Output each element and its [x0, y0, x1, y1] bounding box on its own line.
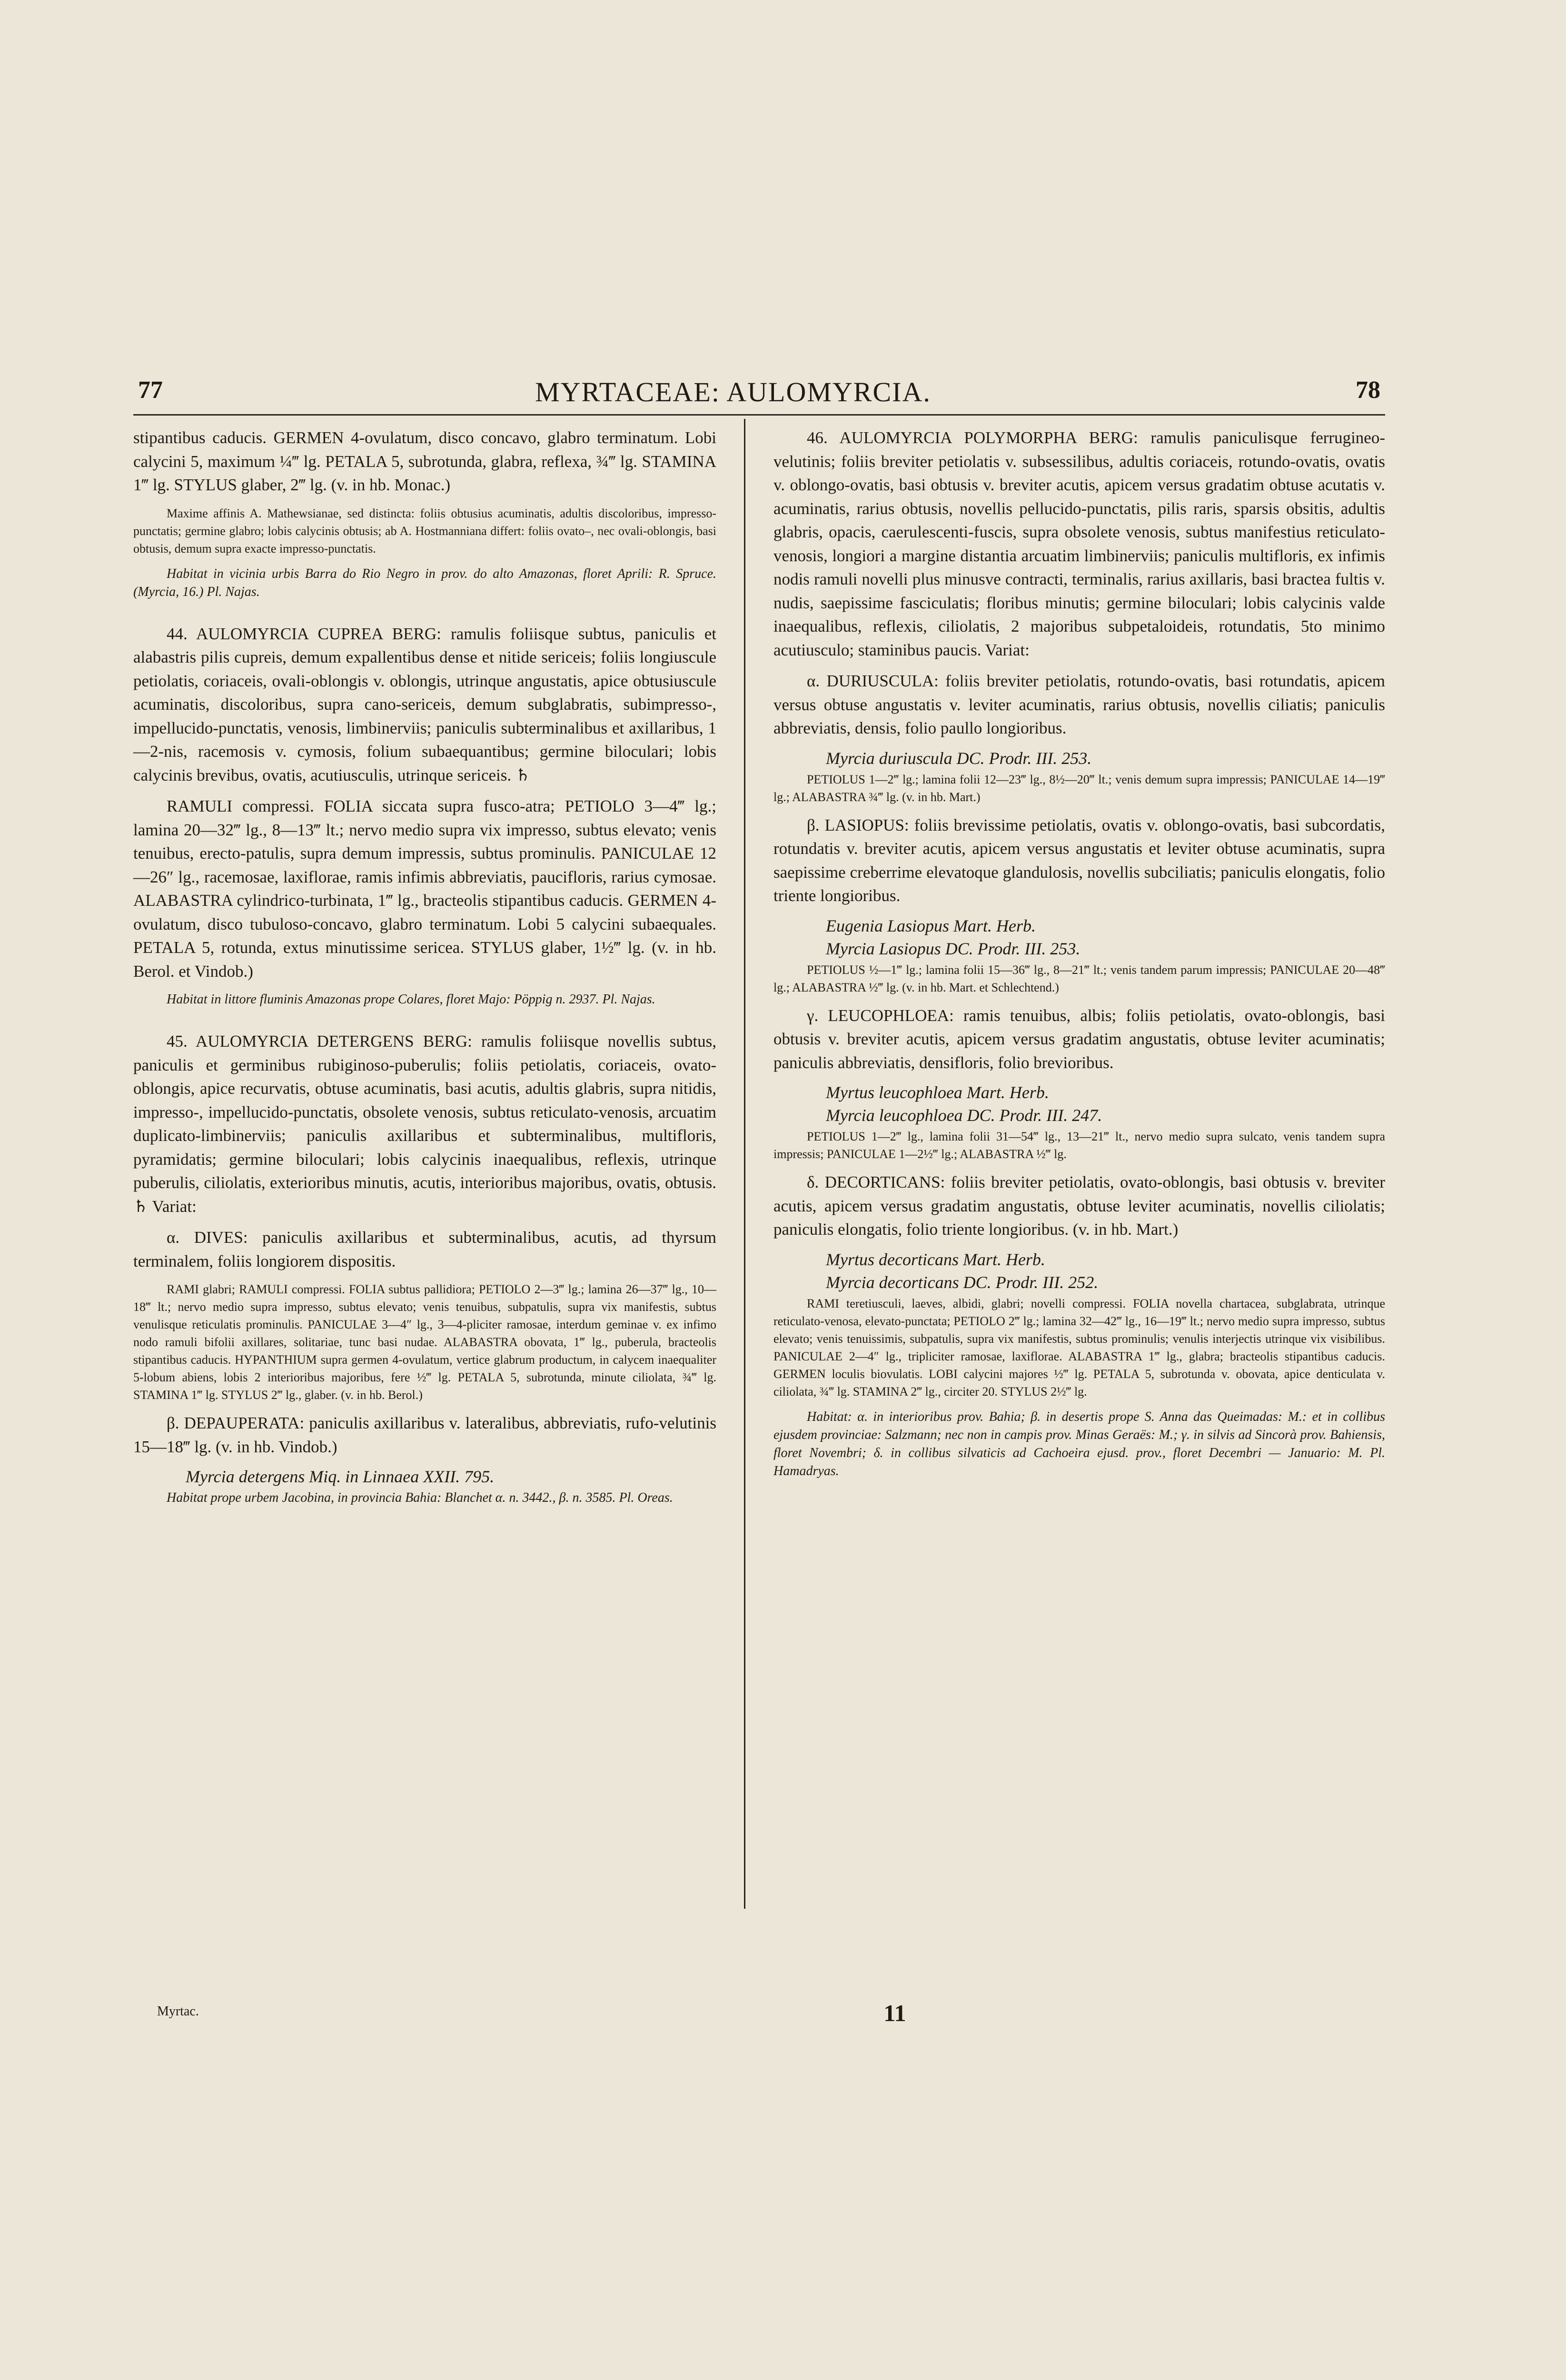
synonym: Myrtus leucophloea Mart. Herb. — [826, 1083, 1049, 1102]
page-header — [86, 376, 1380, 414]
column-divider — [744, 419, 745, 1909]
synonym: Eugenia Lasiopus Mart. Herb. — [826, 916, 1036, 935]
synonym: Myrcia Lasiopus DC. Prodr. III. 253. — [826, 939, 1080, 958]
variety-paragraph: δ. DECORTICANS: foliis breviter petiolatis, ovato-oblongis, basi obtusis v. breviter acutis, apicem versus gradatim angustatis, obtuse leviter acuminatis, novellis ciliolatis; paniculis elongatis, folio triente longioribus. (v. in hb. Mart.) — [773, 1173, 1385, 1239]
synonym: Myrcia duriuscula DC. Prodr. III. 253. — [826, 748, 1092, 768]
variety-paragraph: β. DEPAUPERATA: paniculis axillaribus v. lateralibus, abbreviatis, rufo-velutinis 15—18‴ lg. (v. in hb. Vindob.) — [133, 1414, 716, 1456]
variety-paragraph: β. LASIOPUS: foliis brevissime petiolatis, ovatis v. oblongo-ovatis, basi subcordatis, rotundatis v. breviter acutis, apicem versus angustatis et leviter obtuse acuminatis, supra saepissime creberrime elevatoque glandulosis, novellis subciliatis; paniculis elongatis, folio triente longioribus. — [773, 815, 1385, 905]
detail-paragraph: RAMI glabri; RAMULI compressi. FOLIA subtus pallidiora; PETIOLO 2—3‴ lg.; lamina 26—37‴ lg., 10—18‴ lt.; nervo medio supra impresso, subtus elevato; venis tenuibus, subpatulis, supra vix manifestis, subtus venulisque reticulatis prominulis. PANICULAE 3—4″ lg., 3—4-pliciter ramosae, interdum geminae v. ex infimo nodo ramuli bifolii axillares, solitariae, tunc basi nudae. ALABASTRA obovata, 1‴ lg., puberula, bracteolis stipantibus caducis. HYPANTHIUM supra germen 4-ovulatum, vertice glabrum productum, in calycem inaequaliter 5-lobum abiens, lobis 2 interioribus majoribus, fere ½‴ lg. PETALA 5, subrotunda, minute ciliolata, ¾‴ lg. STAMINA 1‴ lg. STYLUS 2‴ lg., glaber. (v. in hb. Berol.) — [133, 1282, 716, 1402]
signature-mark: Myrtac. — [157, 2004, 199, 2019]
left-column — [133, 426, 716, 1515]
species-44-description: 44. AULOMYRCIA CUPREA BERG: ramulis foliisque subtus, paniculis et alabastris pilis cupreis, demum expallentibus dense et nitide sericeis; foliis longiuscule petiolatis, coriaceis, ovali-oblongis v. oblongis, utrinque angustatis, apice obtusiuscule acuminatis, discoloribus, supra cano-sericeis, demum subglabratis, subimpresso-, impellucido-punctatis, venosis, limbinerviis; paniculis subterminalibus et axillaribus, 1—2-nis, racemosis v. cymosis, folium subaequantibus; germine biloculari; lobis calycinis brevibus, ovatis, acutiusculis, utrinque sericeis. ♄ — [133, 624, 716, 784]
synonym: Myrtus decorticans Mart. Herb. — [826, 1250, 1045, 1269]
paragraph: RAMULI compressi. FOLIA siccata supra fusco-atra; PETIOLO 3—4‴ lg.; lamina 20—32‴ lg., 8—13‴ lt.; nervo medio supra vix impresso, subtus elevato; venis tenuibus, erecto-patulis, supra demum impressis, subtus prominulis. PANICULAE 12—26″ lg., racemosae, laxiflorae, ramis infimis abbreviatis, paucifloris, rarius cymosae. ALABASTRA cylindrico-turbinata, 1‴ lg., bracteolis stipantibus caducis. GERMEN 4-ovulatum, disco tubuloso-concavo, glabro terminatum. Lobi 5 calycini subaequales. PETALA 5, rotunda, extus minutissime sericea. STYLUS glaber, 1½‴ lg. (v. in hb. Berol. et Vindob.) — [133, 797, 716, 981]
variety-paragraph: α. DURIUSCULA: foliis breviter petiolatis, rotundo-ovatis, basi rotundatis, apicem versus obtuse angustatis v. leviter acuminatis, rarius obtusis, novellis ciliatis; paniculis abbreviatis, densis, folio paullo longioribus. — [773, 672, 1385, 737]
page-number-left: 77 — [138, 377, 163, 404]
detail-paragraph: PETIOLUS 1—2‴ lg.; lamina folii 12—23‴ lg., 8½—20‴ lt.; venis demum supra impressis; PANICULAE 14—19‴ lg.; ALABASTRA ¾‴ lg. (v. in hb. Mart.) — [773, 772, 1385, 804]
page-number-right: 78 — [1356, 377, 1380, 404]
species-46-description: 46. AULOMYRCIA POLYMORPHA BERG: ramulis paniculisque ferrugineo-velutinis; foliis breviter petiolatis v. subsessilibus, adultis coriaceis, rotundo-ovatis, ovatis v. oblongo-ovatis, basi obtusis v. breviter acutis, apicem versus gradatim obtuse acutatis v. acuminatis, rarius obtusis, novellis pellucido-punctatis, pilis raris, sparsis obsitis, adultis glabris, opacis, caerulescenti-fuscis, supra obsolete venosis, subtus manifestius reticulato-venosis, longiori a margine distantia arcuatim limbinerviis; paniculis multifloris, ex infimis nodis ramuli novelli plus minusve contracti, terminalis, rarius axillaris, basi bractea fultis v. nudis, saepissime fasciculatis; floribus minutis; germine biloculari; lobis calycinis valde inaequalibus, reflexis, ciliolatis, 2 majoribus subpetaloideis, rotundatis, 5to minimo acutiusculo; staminibus paucis. Variat: — [773, 428, 1385, 659]
habitat-paragraph: Habitat: α. in interioribus prov. Bahia; β. in desertis prope S. Anna das Queimadas: M.: et in collibus ejusdem provinciae: Salzmann; nec non in campis prov. Minas Geraës: M.; γ. in silvis ad Sincorà prov. Bahiensis, floret Novembri; δ. in collibus silvaticis ad Cachoeira ejusd. prov., floret Decembri — Januario: M. Pl. Hamadryas. — [773, 1409, 1385, 1478]
habitat-paragraph: Habitat prope urbem Jacobina, in provincia Bahia: Blanchet α. n. 3442., β. n. 3585. Pl. Oreas. — [167, 1490, 673, 1505]
synonym: Myrcia leucophloea DC. Prodr. III. 247. — [826, 1106, 1102, 1125]
header-rule — [133, 414, 1385, 416]
detail-paragraph: RAMI teretiusculi, laeves, albidi, glabri; novelli compressi. FOLIA novella chartacea, subglabrata, utrinque reticulato-venosa, elevato-punctata; PETIOLO 2‴ lg.; lamina 32—42‴ lg., 16—19‴ lt.; nervo medio supra impresso, subtus elevato; venis tenuissimis, subpatulis, supra vix manifestis, subtus prominulis; venulis interjectis utrinque vix visibilibus. PANICULAE 2—4″ lg., tripliciter ramosae, laxiflorae. ALABASTRA 1‴ lg., glabra; bracteolis stipantibus caducis. GERMEN loculis biovulatis. LOBI calycini majores ½‴ lg. PETALA 5, subrotunda v. obovata, apice denticulata v. ciliolata, ¾‴ lg. STAMINA 2‴ lg., circiter 20. STYLUS 2½‴ lg. — [773, 1296, 1385, 1398]
detail-paragraph: PETIOLUS ½—1‴ lg.; lamina folii 15—36‴ lg., 8—21‴ lt.; venis tandem parum impressis; PANICULAE 20—48‴ lg.; ALABASTRA ½‴ lg. (v. in hb. Mart. et Schlechtend.) — [773, 962, 1385, 994]
synonym: Myrcia detergens Miq. in Linnaea XXII. 795. — [186, 1467, 495, 1486]
running-title: MYRTACEAE: AULOMYRCIA. — [535, 377, 931, 407]
detail-paragraph: PETIOLUS 1—2‴ lg., lamina folii 31—54‴ lg., 13—21‴ lt., nervo medio supra sulcato, venis tandem supra impressis; PANICULAE 1—2½‴ lg.; ALABASTRA ½‴ lg. — [773, 1130, 1385, 1161]
paragraph: stipantibus caducis. GERMEN 4-ovulatum, disco concavo, glabro terminatum. Lobi calycini 5, maximum ¼‴ lg. PETALA 5, subrotunda, glabra, reflexa, ¾‴ lg. STAMINA 1‴ lg. STYLUS glaber, 2‴ lg. (v. in hb. Monac.) — [133, 428, 716, 494]
note-paragraph: Maxime affinis A. Mathewsianae, sed distincta: foliis obtusius acuminatis, adultis discoloribus, impresso-punctatis; germine glabro; lobis calycinis obtusis; ab A. Hostmanniana differt: foliis ovato–, nec ovali-oblongis, basi obtusis, demum supra exacte impresso-punctatis. — [133, 506, 716, 555]
habitat-paragraph: Habitat in littore fluminis Amazonas prope Colares, floret Majo: Pöppig n. 2937. Pl. Najas. — [167, 992, 655, 1007]
right-column — [773, 426, 1385, 1488]
variety-paragraph: α. DIVES: paniculis axillaribus et subterminalibus, acutis, ad thyrsum terminalem, foliis longiorem dispositis. — [133, 1228, 716, 1270]
species-45-description: 45. AULOMYRCIA DETERGENS BERG: ramulis foliisque novellis subtus, paniculis et germinibus rubiginoso-puberulis; foliis petiolatis, coriaceis, ovato-oblongis, apice recurvatis, obtuse acuminatis, basi acutis, adultis glabris, supra nitidis, impresso-, impellucido-punctatis, obsolete venosis, subtus reticulato-venosis, arcuatim duplicato-limbinerviis; paniculis axillaribus et subterminalibus, multifloris, pyramidatis; germine biloculari; lobis calycinis inaequalibus, reflexis, utrinque puberulis, ciliolatis, exterioribus minutis, acutis, interioribus majoribus, ovatis, obtusis. ♄ Variat: — [133, 1032, 716, 1216]
habitat-paragraph: Habitat in vicinia urbis Barra do Rio Negro in prov. do alto Amazonas, floret Aprili: R. Spruce. (Myrcia, 16.) Pl. Najas. — [133, 566, 716, 599]
sheet-signature: 11 — [883, 2000, 906, 2026]
synonym: Myrcia decorticans DC. Prodr. III. 252. — [826, 1272, 1099, 1292]
variety-paragraph: γ. LEUCOPHLOEA: ramis tenuibus, albis; foliis petiolatis, ovato-oblongis, basi obtusis v. breviter acutis, apicem versus gradatim angustatis, obtuse leviter acuminatis; paniculis abbreviatis, densifloris, folio brevioribus. — [773, 1006, 1385, 1072]
